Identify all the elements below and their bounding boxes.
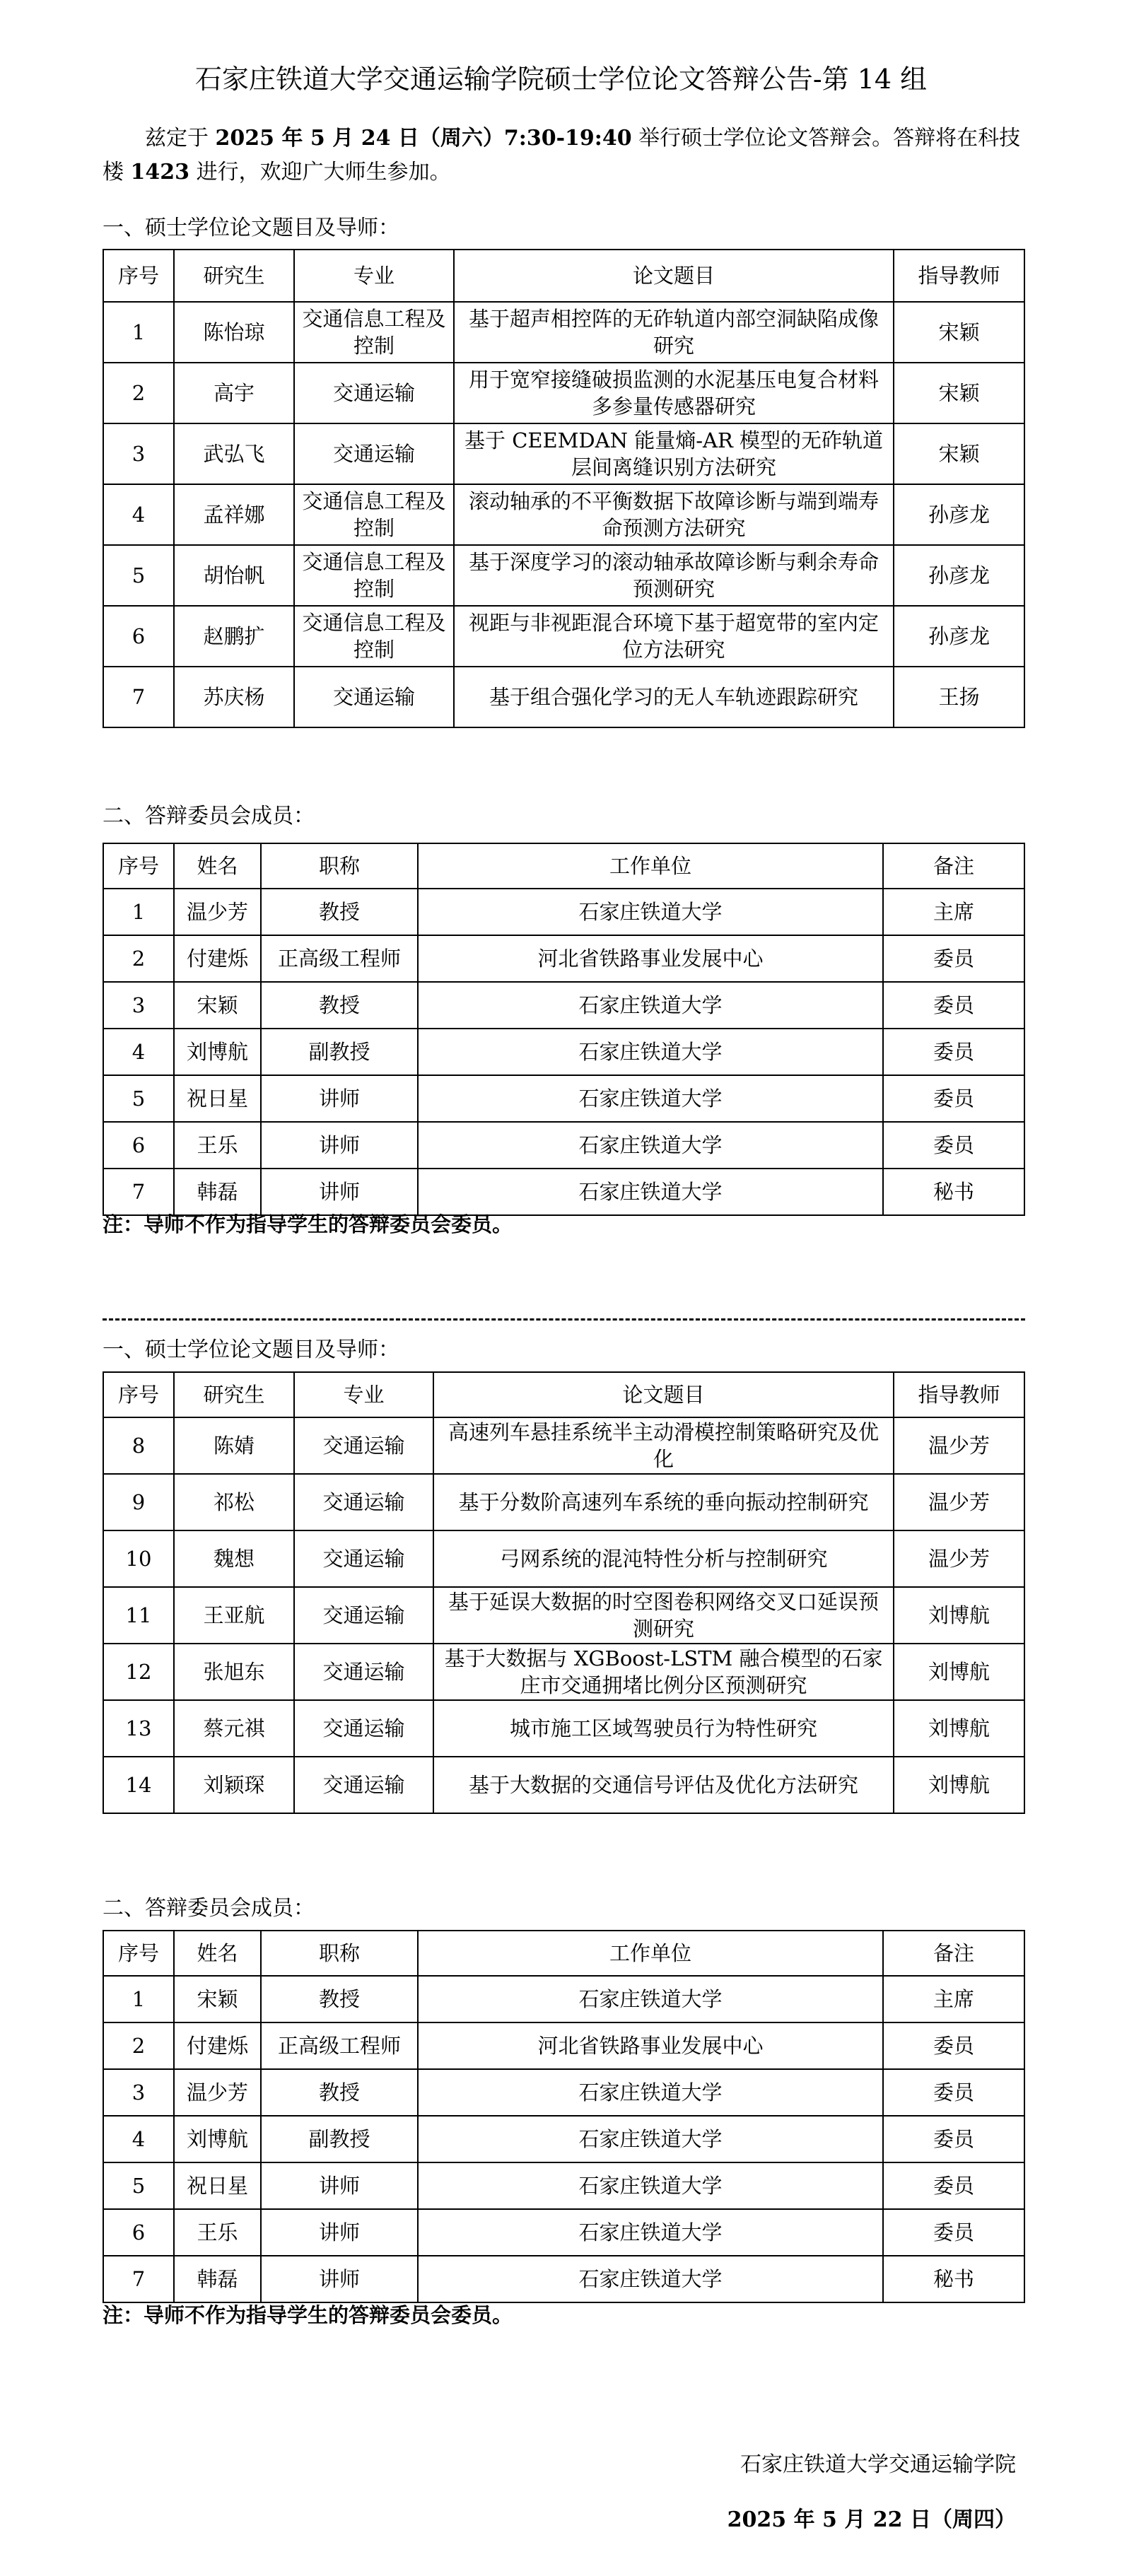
row-index: 6	[103, 1122, 174, 1169]
remark: 委员	[883, 2022, 1024, 2069]
row-index: 5	[103, 1075, 174, 1122]
member-title: 副教授	[261, 2116, 418, 2162]
section-divider	[103, 1318, 1025, 1321]
section-committee-heading-2: 二、答辩委员会成员：	[103, 1896, 315, 1921]
student-name: 蔡元祺	[174, 1700, 294, 1757]
member-title: 讲师	[261, 1122, 418, 1169]
header-thesis-title: 论文题目	[454, 250, 894, 302]
table-row	[103, 545, 1024, 606]
member-name: 韩磊	[174, 1169, 261, 1215]
committee-table-1	[103, 843, 1025, 1216]
thesis-table-header-row	[103, 250, 1024, 302]
table-row	[103, 667, 1024, 727]
remark: 秘书	[883, 1169, 1024, 1215]
header-index: 序号	[103, 843, 174, 889]
committee-table-2	[103, 1930, 1025, 2303]
row-index: 7	[103, 1169, 174, 1215]
row-index: 14	[103, 1757, 174, 1813]
member-title: 教授	[261, 1976, 418, 2022]
member-title: 正高级工程师	[261, 935, 418, 982]
student-name: 孟祥娜	[174, 484, 294, 545]
intro-suffix: 进行，欢迎广大师生参加。	[189, 160, 451, 185]
remark: 委员	[883, 982, 1024, 1029]
header-index: 序号	[103, 1372, 174, 1417]
table-row	[103, 1169, 1024, 1215]
major: 交通运输	[294, 1700, 433, 1757]
major: 交通信息工程及控制	[294, 545, 454, 606]
student-name: 祁松	[174, 1474, 294, 1530]
member-title: 讲师	[261, 2209, 418, 2256]
remark: 委员	[883, 1122, 1024, 1169]
header-title: 职称	[261, 843, 418, 889]
row-index: 3	[103, 982, 174, 1029]
header-remark: 备注	[883, 1931, 1024, 1976]
advisor-name: 刘博航	[894, 1587, 1024, 1644]
thesis-title: 弓网系统的混沌特性分析与控制研究	[433, 1530, 894, 1587]
member-name: 祝日星	[174, 2162, 261, 2209]
signature-organization: 石家庄铁道大学交通运输学院	[740, 2452, 1016, 2477]
committee-table-header-row	[103, 1931, 1024, 1976]
workplace: 石家庄铁道大学	[418, 2162, 883, 2209]
header-name: 姓名	[174, 1931, 261, 1976]
row-index: 10	[103, 1530, 174, 1587]
header-student: 研究生	[174, 250, 294, 302]
table-row	[103, 1644, 1024, 1700]
student-name: 刘颖琛	[174, 1757, 294, 1813]
workplace: 河北省铁路事业发展中心	[418, 2022, 883, 2069]
header-index: 序号	[103, 1931, 174, 1976]
committee-table-header-row	[103, 843, 1024, 889]
member-name: 王乐	[174, 1122, 261, 1169]
advisor-name: 宋颖	[894, 363, 1024, 423]
advisor-name: 孙彦龙	[894, 545, 1024, 606]
student-name: 王亚航	[174, 1587, 294, 1644]
row-index: 4	[103, 484, 174, 545]
student-name: 张旭东	[174, 1644, 294, 1700]
major: 交通信息工程及控制	[294, 606, 454, 667]
row-index: 12	[103, 1644, 174, 1700]
table-row	[103, 1075, 1024, 1122]
member-name: 付建烁	[174, 935, 261, 982]
table-row	[103, 302, 1024, 363]
section-thesis-heading-1: 一、硕士学位论文题目及导师：	[103, 216, 399, 240]
table-row	[103, 1700, 1024, 1757]
header-major: 专业	[294, 250, 454, 302]
row-index: 6	[103, 606, 174, 667]
member-name: 刘博航	[174, 1029, 261, 1075]
page-title: 石家庄铁道大学交通运输学院硕士学位论文答辩公告-第 14 组	[194, 64, 928, 95]
table-row	[103, 1530, 1024, 1587]
row-index: 1	[103, 889, 174, 935]
remark: 委员	[883, 2069, 1024, 2116]
row-index: 4	[103, 1029, 174, 1075]
workplace: 石家庄铁道大学	[418, 2209, 883, 2256]
workplace: 石家庄铁道大学	[418, 1976, 883, 2022]
table-row	[103, 889, 1024, 935]
major: 交通运输	[294, 1530, 433, 1587]
row-index: 1	[103, 1976, 174, 2022]
row-index: 2	[103, 363, 174, 423]
member-name: 温少芳	[174, 2069, 261, 2116]
workplace: 石家庄铁道大学	[418, 1122, 883, 1169]
row-index: 2	[103, 935, 174, 982]
major: 交通信息工程及控制	[294, 302, 454, 363]
thesis-table-body-2	[103, 1417, 1024, 1813]
table-row	[103, 423, 1024, 484]
thesis-title: 基于分数阶高速列车系统的垂向振动控制研究	[433, 1474, 894, 1530]
table-row	[103, 1417, 1024, 1474]
major: 交通运输	[294, 423, 454, 484]
remark: 委员	[883, 935, 1024, 982]
workplace: 石家庄铁道大学	[418, 982, 883, 1029]
thesis-title: 高速列车悬挂系统半主动滑模控制策略研究及优化	[433, 1417, 894, 1474]
advisor-note-2: 注：导师不作为指导学生的答辩委员会委员。	[103, 2303, 513, 2327]
student-name: 魏想	[174, 1530, 294, 1587]
major: 交通运输	[294, 1587, 433, 1644]
advisor-name: 温少芳	[894, 1530, 1024, 1587]
row-index: 8	[103, 1417, 174, 1474]
major: 交通运输	[294, 1417, 433, 1474]
header-thesis-title: 论文题目	[433, 1372, 894, 1417]
row-index: 3	[103, 2069, 174, 2116]
member-title: 教授	[261, 889, 418, 935]
student-name: 胡怡帆	[174, 545, 294, 606]
student-name: 陈婧	[174, 1417, 294, 1474]
row-index: 2	[103, 2022, 174, 2069]
member-name: 宋颖	[174, 982, 261, 1029]
thesis-table-header-row	[103, 1372, 1024, 1417]
member-name: 刘博航	[174, 2116, 261, 2162]
member-name: 付建烁	[174, 2022, 261, 2069]
workplace: 石家庄铁道大学	[418, 2116, 883, 2162]
section-thesis-heading-2: 一、硕士学位论文题目及导师：	[103, 1337, 399, 1362]
intro-room: 1423	[130, 160, 190, 185]
header-workplace: 工作单位	[418, 843, 883, 889]
member-title: 讲师	[261, 2162, 418, 2209]
member-name: 祝日星	[174, 1075, 261, 1122]
workplace: 石家庄铁道大学	[418, 1169, 883, 1215]
thesis-title: 滚动轴承的不平衡数据下故障诊断与端到端寿命预测方法研究	[454, 484, 894, 545]
remark: 主席	[883, 889, 1024, 935]
remark: 秘书	[883, 2256, 1024, 2302]
header-advisor: 指导教师	[894, 250, 1024, 302]
student-name: 武弘飞	[174, 423, 294, 484]
table-row	[103, 606, 1024, 667]
student-name: 苏庆杨	[174, 667, 294, 727]
row-index: 4	[103, 2116, 174, 2162]
table-row	[103, 2022, 1024, 2069]
thesis-title: 基于延误大数据的时空图卷积网络交叉口延误预测研究	[433, 1587, 894, 1644]
table-row	[103, 1976, 1024, 2022]
table-row	[103, 1029, 1024, 1075]
advisor-name: 刘博航	[894, 1700, 1024, 1757]
member-name: 王乐	[174, 2209, 261, 2256]
thesis-title: 视距与非视距混合环境下基于超宽带的室内定位方法研究	[454, 606, 894, 667]
student-name: 陈怡琼	[174, 302, 294, 363]
workplace: 石家庄铁道大学	[418, 2256, 883, 2302]
table-row	[103, 2162, 1024, 2209]
member-name: 温少芳	[174, 889, 261, 935]
remark: 委员	[883, 1075, 1024, 1122]
advisor-name: 刘博航	[894, 1757, 1024, 1813]
header-index: 序号	[103, 250, 174, 302]
row-index: 5	[103, 2162, 174, 2209]
row-index: 5	[103, 545, 174, 606]
major: 交通运输	[294, 1474, 433, 1530]
advisor-name: 温少芳	[894, 1474, 1024, 1530]
advisor-name: 刘博航	[894, 1644, 1024, 1700]
table-row	[103, 982, 1024, 1029]
major: 交通运输	[294, 363, 454, 423]
member-name: 韩磊	[174, 2256, 261, 2302]
thesis-table-body-1	[103, 302, 1024, 727]
table-row	[103, 1474, 1024, 1530]
row-index: 6	[103, 2209, 174, 2256]
workplace: 石家庄铁道大学	[418, 2069, 883, 2116]
thesis-title: 用于宽窄接缝破损监测的水泥基压电复合材料多参量传感器研究	[454, 363, 894, 423]
workplace: 石家庄铁道大学	[418, 1075, 883, 1122]
workplace: 河北省铁路事业发展中心	[418, 935, 883, 982]
header-name: 姓名	[174, 843, 261, 889]
table-row	[103, 2256, 1024, 2302]
student-name: 高宇	[174, 363, 294, 423]
header-advisor: 指导教师	[894, 1372, 1024, 1417]
row-index: 7	[103, 2256, 174, 2302]
member-title: 讲师	[261, 1075, 418, 1122]
major: 交通运输	[294, 667, 454, 727]
intro-paragraph	[103, 122, 1022, 189]
table-row	[103, 1587, 1024, 1644]
row-index: 11	[103, 1587, 174, 1644]
header-title: 职称	[261, 1931, 418, 1976]
major: 交通运输	[294, 1644, 433, 1700]
row-index: 7	[103, 667, 174, 727]
intro-date: 2025 年 5 月 24 日（周六）7:30-19:40	[215, 126, 632, 151]
thesis-title: 基于大数据的交通信号评估及优化方法研究	[433, 1757, 894, 1813]
advisor-note-1: 注：导师不作为指导学生的答辩委员会委员。	[103, 1212, 513, 1236]
thesis-table-1	[103, 249, 1025, 728]
table-row	[103, 363, 1024, 423]
advisor-name: 王扬	[894, 667, 1024, 727]
advisor-name: 孙彦龙	[894, 484, 1024, 545]
thesis-table-2	[103, 1371, 1025, 1814]
intro-prefix: 兹定于	[145, 126, 216, 151]
remark: 委员	[883, 2209, 1024, 2256]
member-title: 讲师	[261, 2256, 418, 2302]
member-title: 副教授	[261, 1029, 418, 1075]
advisor-name: 温少芳	[894, 1417, 1024, 1474]
member-name: 宋颖	[174, 1976, 261, 2022]
committee-table-body-2	[103, 1976, 1024, 2302]
committee-table-body-1	[103, 889, 1024, 1215]
thesis-title: 城市施工区域驾驶员行为特性研究	[433, 1700, 894, 1757]
header-workplace: 工作单位	[418, 1931, 883, 1976]
header-remark: 备注	[883, 843, 1024, 889]
advisor-name: 孙彦龙	[894, 606, 1024, 667]
row-index: 3	[103, 423, 174, 484]
major: 交通运输	[294, 1757, 433, 1813]
advisor-name: 宋颖	[894, 302, 1024, 363]
row-index: 9	[103, 1474, 174, 1530]
member-title: 讲师	[261, 1169, 418, 1215]
table-row	[103, 484, 1024, 545]
remark: 委员	[883, 2162, 1024, 2209]
row-index: 13	[103, 1700, 174, 1757]
advisor-name: 宋颖	[894, 423, 1024, 484]
table-row	[103, 2116, 1024, 2162]
table-row	[103, 2069, 1024, 2116]
section-committee-heading-1: 二、答辩委员会成员：	[103, 804, 315, 829]
member-title: 教授	[261, 982, 418, 1029]
member-title: 教授	[261, 2069, 418, 2116]
workplace: 石家庄铁道大学	[418, 1029, 883, 1075]
header-student: 研究生	[174, 1372, 294, 1417]
table-row	[103, 1122, 1024, 1169]
thesis-title: 基于深度学习的滚动轴承故障诊断与剩余寿命预测研究	[454, 545, 894, 606]
thesis-title: 基于 CEEMDAN 能量熵-AR 模型的无砟轨道层间离缝识别方法研究	[454, 423, 894, 484]
remark: 委员	[883, 1029, 1024, 1075]
remark: 委员	[883, 2116, 1024, 2162]
header-major: 专业	[294, 1372, 433, 1417]
table-row	[103, 1757, 1024, 1813]
intro-mid: 举行硕士学位论文答辩会。答辩将在科技楼	[103, 126, 1021, 185]
table-row	[103, 935, 1024, 982]
remark: 主席	[883, 1976, 1024, 2022]
signature-date: 2025 年 5 月 22 日（周四）	[727, 2507, 1016, 2532]
workplace: 石家庄铁道大学	[418, 889, 883, 935]
table-row	[103, 2209, 1024, 2256]
student-name: 赵鹏扩	[174, 606, 294, 667]
thesis-title: 基于超声相控阵的无砟轨道内部空洞缺陷成像研究	[454, 302, 894, 363]
major: 交通信息工程及控制	[294, 484, 454, 545]
member-title: 正高级工程师	[261, 2022, 418, 2069]
thesis-title: 基于组合强化学习的无人车轨迹跟踪研究	[454, 667, 894, 727]
thesis-title: 基于大数据与 XGBoost-LSTM 融合模型的石家庄市交通拥堵比例分区预测研究	[433, 1644, 894, 1700]
row-index: 1	[103, 302, 174, 363]
